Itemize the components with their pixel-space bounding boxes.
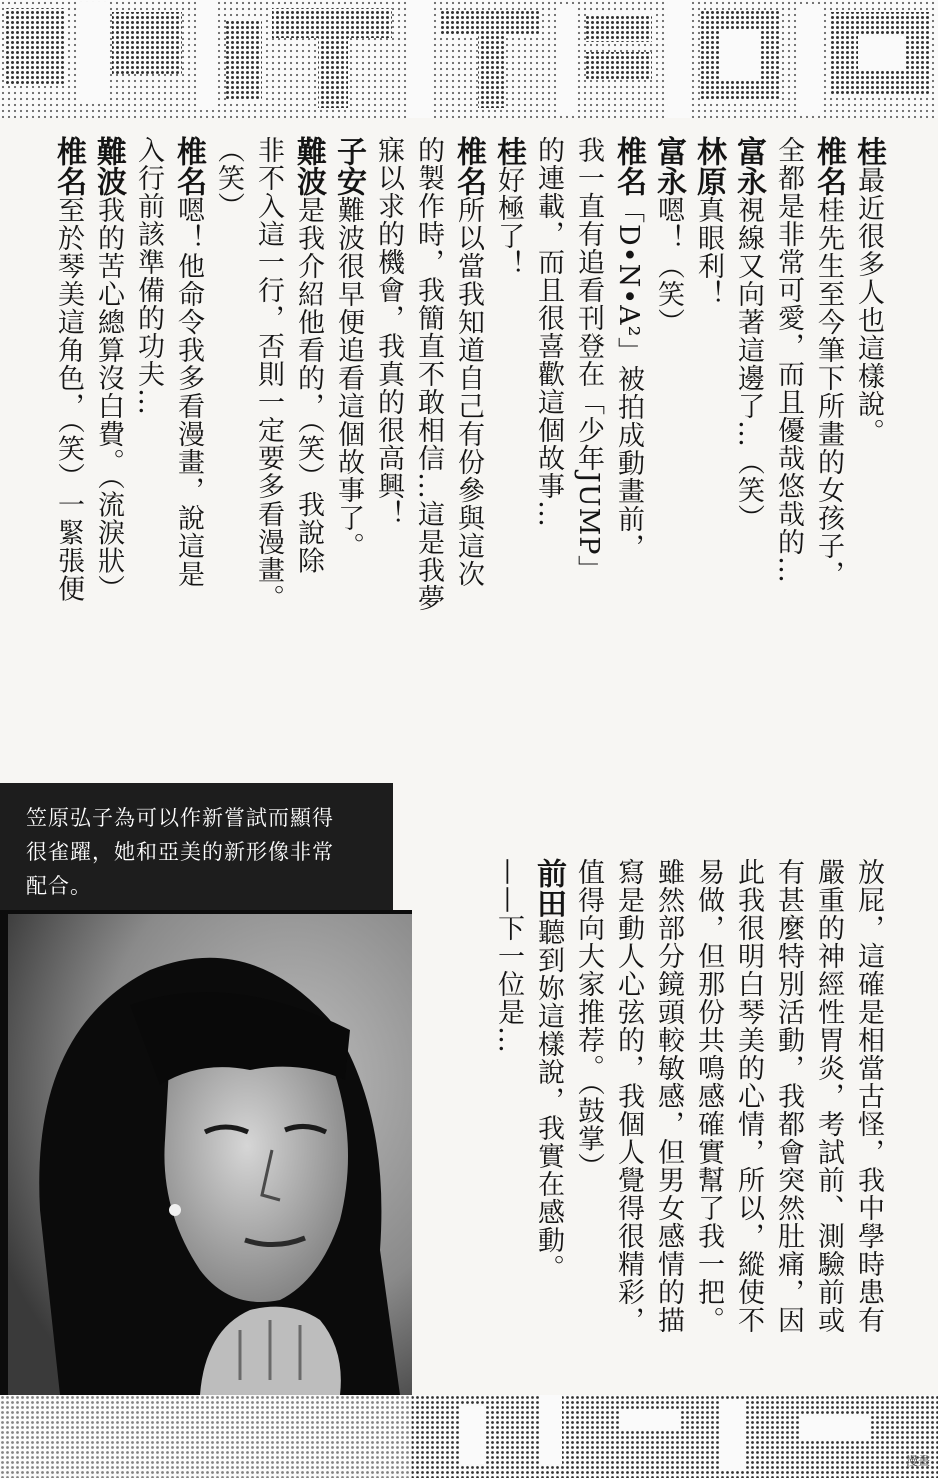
dialogue-line [573,136,604,584]
dialogue-line [213,136,244,220]
dialogue-line [531,858,566,1282]
dialogue-text: 此我很明白琴美的心情，所以，縱使不 [733,858,764,1334]
dialogue-text: 最近很多人也這樣說。 [853,166,884,446]
halftone-header-band [0,0,938,118]
speaker-name: 前田 [531,858,566,918]
dialogue-text: 的製作時，我簡直不敢相信…這是我夢 [413,136,444,612]
dialogue-text: 嗯！（笑） [653,196,684,336]
dialogue-line [731,136,766,532]
dialogue-line [733,858,764,1334]
dialogue-line [651,136,686,336]
dialogue-line [653,858,684,1334]
dialogue-text: 至於琴美這角色，（笑）一緊張便 [53,196,84,603]
dialogue-line [533,136,564,528]
top-dialogue-block [48,136,888,696]
dialogue-text: 視線又向著這邊了…（笑） [733,196,764,532]
watermark: 漫畫 [905,1454,930,1468]
dialogue-text: 全都是非常可愛，而且優哉悠哉的… [773,136,804,584]
speaker-name: 難波 [291,136,326,196]
dialogue-text: 寐以求的機會，我真的很高興！ [373,136,404,528]
dialogue-line [573,858,604,1181]
dialogue-line [331,136,366,560]
speaker-name: 椎名 [451,136,486,196]
bottom-dialogue-block [488,858,888,1358]
speaker-name: 椎名 [51,136,86,196]
dialogue-line [693,858,724,1334]
dialogue-text: 所以當我知道自己有份參與這次 [453,196,484,588]
speaker-name: 椎名 [811,136,846,196]
speaker-name: 林原 [691,136,726,196]
dialogue-line [133,136,164,416]
caption-line: 配合。 [26,874,92,898]
dialogue-text: 的連載，而且很喜歡這個故事… [533,136,564,528]
dialogue-line [373,136,404,528]
dialogue-line [291,136,326,575]
dialogue-line [773,136,804,584]
dialogue-text: 雖然部分鏡頭較敏感，但男女感情的描 [653,858,684,1334]
speaker-name: 桂 [851,136,886,166]
dialogue-text: 入行前該準備的功夫… [133,136,164,416]
dialogue-text: 桂先生至今筆下所畫的女孩子， [813,196,844,588]
dialogue-line [853,858,884,1334]
dialogue-text: （笑） [213,136,244,220]
speaker-name: 富永 [731,136,766,196]
dialogue-text: 我的苦心總算沒白費。（流淚狀） [93,196,124,603]
dialogue-line [813,858,844,1334]
dialogue-line [491,136,526,278]
dialogue-line [91,136,126,603]
dialogue-text: 難波很早便追看這個故事了。 [333,196,364,560]
caption-line: 笠原弘子為可以作新嘗試而顯得 [26,806,334,830]
dialogue-text: 放屁，這確是相當古怪，我中學時患有 [853,858,884,1334]
dialogue-line [51,136,86,603]
dialogue-text: 非不入這一行，否則一定要多看漫畫。 [253,136,284,612]
dialogue-text: 聽到妳這樣說，我實在感動。 [533,918,564,1282]
dialogue-line [851,136,886,446]
portrait-illustration [0,910,412,1395]
dialogue-text: 寫是動人心弦的，我個人覺得很精彩， [613,858,644,1334]
dialogue-line [811,136,846,588]
halftone-header-pattern [0,0,938,118]
caption-line: 很雀躍，她和亞美的新形像非常 [26,840,334,864]
dialogue-line [451,136,486,588]
halftone-footer-pattern [0,1395,938,1478]
speaker-name: 桂 [491,136,526,166]
dialogue-text: 真眼利！ [693,196,724,308]
dialogue-line [691,136,726,308]
dialogue-text: 值得向大家推荐。（鼓掌） [573,858,604,1181]
dialogue-text: 好極了！ [493,166,524,278]
dialogue-text: ——下一位是… [493,858,524,1054]
dialogue-line [253,136,284,612]
dialogue-text: 「D•N•A²」被拍成動畫前， [613,196,644,562]
dialogue-line [613,858,644,1334]
dialogue-text: 嗯！他命令我多看漫畫，說這是 [173,196,204,588]
halftone-footer-band [0,1395,938,1478]
dialogue-line [171,136,206,588]
dialogue-line [413,136,444,612]
dialogue-line [611,136,646,562]
dialogue-line [773,858,804,1334]
dialogue-line [493,858,524,1054]
speaker-name: 椎名 [171,136,206,196]
speaker-name: 難波 [91,136,126,196]
dialogue-text: 有甚麼特別活動，我都會突然肚痛，因 [773,858,804,1334]
dialogue-text: 易做，但那份共鳴感確實幫了我一把。 [693,858,724,1334]
dialogue-text: 是我介紹他看的，（笑）我說除 [293,196,324,575]
speaker-name: 富永 [651,136,686,196]
dialogue-text: 我一直有追看刊登在「少年JUMP」 [573,136,604,584]
speaker-name: 子安 [331,136,366,196]
dialogue-text: 嚴重的神經性胃炎，考試前、測驗前或 [813,858,844,1334]
speaker-name: 椎名 [611,136,646,196]
photo-caption [0,783,393,910]
portrait-photo [0,910,412,1395]
